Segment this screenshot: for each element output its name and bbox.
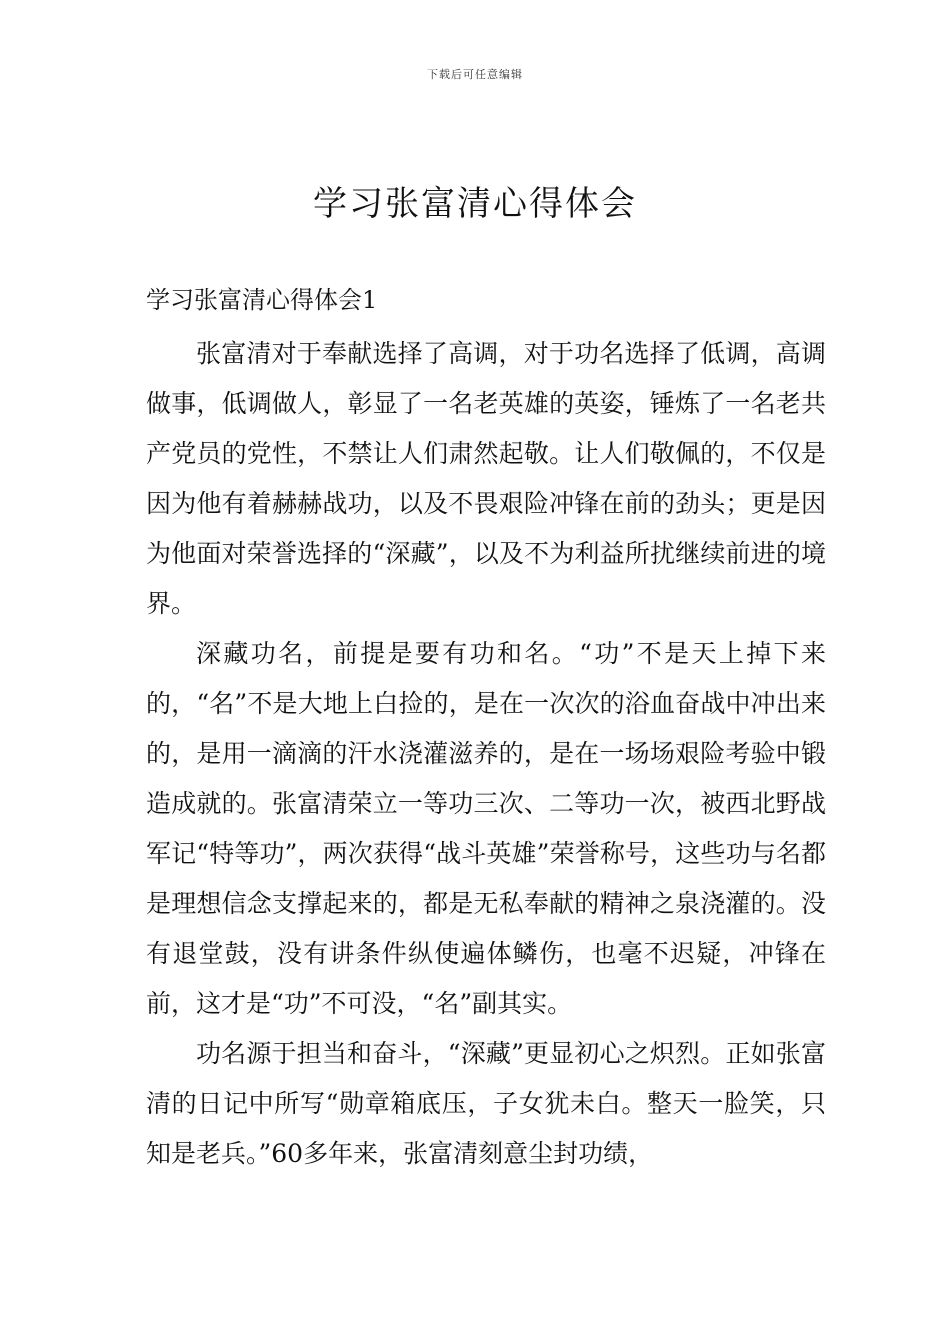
paragraph-1: 张富清对于奉献选择了高调，对于功名选择了低调，高调做事，低调做人，彰显了一名老英雄的英姿，锤炼了一名老共产党员的党性，不禁让人们肃然起敬。让人们敬佩的，不仅是因为他有着赫赫战功，以及不畏艰险冲锋在前的劲头；更是因为他面对荣誉选择的“深藏”，以及不为利益所扰继续前进的境界。	[146, 339, 826, 618]
paragraph-3: 功名源于担当和奋斗，“深藏”更显初心之炽烈。正如张富清的日记中所写“勋章箱底压，子女犹未白。整天一脸笑，只知是老兵。”60多年来，张富清刻意尘封功绩，	[146, 1039, 826, 1168]
header-note: 下载后可任意编辑	[427, 68, 523, 81]
section-heading: 学习张富清心得体会1	[146, 286, 378, 314]
paragraph-2: 深藏功名，前提是要有功和名。“功”不是天上掉下来的，“名”不是大地上白捡的，是在一次次的浴血奋战中冲出来的，是用一滴滴的汗水浇灌滋养的，是在一场场艰险考验中锻造成就的。张富清荣立一等功三次、二等功一次，被西北野战军记“特等功”，两次获得“战斗英雄”荣誉称号，这些功与名都是理想信念支撑起来的，都是无私奉献的精神之泉浇灌的。没有退堂鼓，没有讲条件纵使遍体鳞伤，也毫不迟疑，冲锋在前，这才是“功”不可没，“名”副其实。	[146, 639, 826, 1018]
document-body	[146, 280, 826, 1179]
document-title: 学习张富清心得体会	[313, 184, 637, 224]
